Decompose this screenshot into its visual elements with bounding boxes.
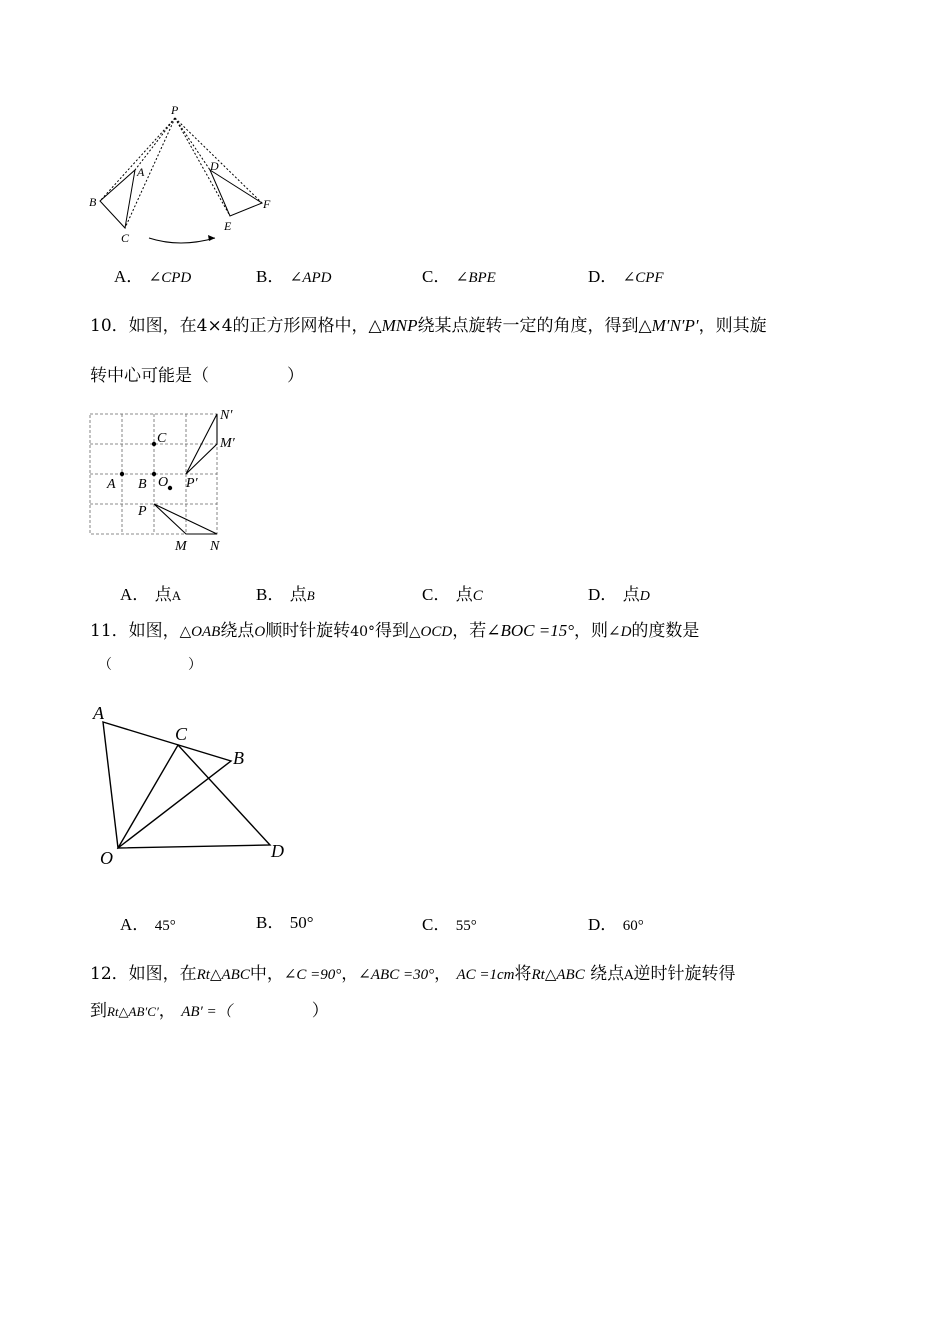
q11-label-b: B	[233, 748, 244, 768]
q10-grid-figure	[82, 402, 252, 557]
q11-label-d: D	[271, 841, 284, 861]
q10-stem-line1: 10．如图，在4×4的正方形网格中，△MNP绕某点旋转一定的角度，得到△M′N′P′，则其旋	[90, 316, 767, 336]
q9-label-b: B	[89, 195, 97, 209]
q9-option-d[interactable]: D． ∠CPF	[588, 267, 664, 286]
q11-figure	[90, 700, 300, 870]
q9-option-b[interactable]: B． ∠APD	[256, 267, 332, 286]
q10-option-a[interactable]: A． 点A	[120, 585, 182, 605]
q11-option-c[interactable]: C． 55°	[422, 915, 477, 934]
q10-label-p-prime: P′	[186, 476, 198, 491]
q9-option-a[interactable]: A． ∠CPD	[114, 267, 192, 286]
q10-label-n-prime: N′	[220, 408, 233, 423]
q11-option-b[interactable]: B． 50°	[256, 913, 314, 932]
q11-option-a[interactable]: A． 45°	[120, 915, 176, 934]
q10-label-m-prime: M′	[220, 436, 235, 451]
q10-label-p: P	[138, 504, 147, 519]
q9-figure	[85, 98, 285, 253]
q10-stem-line2: 转中心可能是（ ）	[90, 366, 304, 386]
q10-label-b: B	[138, 477, 147, 492]
q10-label-c: C	[157, 431, 167, 446]
q12-stem-line2: 到Rt△AB′C′， AB′ =（ ）	[90, 1001, 329, 1021]
q9-label-e: E	[224, 219, 232, 233]
q9-label-f: F	[263, 197, 271, 211]
q10-label-o: O	[158, 475, 169, 490]
q11-stem-line1: 11．如图，△OAB绕点O顺时针旋转40°得到△OCD，若∠BOC =15°，则∠D的度数是	[90, 621, 700, 641]
q11-stem-line2: （ ）	[98, 657, 202, 673]
q10-option-c[interactable]: C． 点C	[422, 585, 483, 605]
q9-option-c[interactable]: C． ∠BPE	[422, 267, 496, 286]
q9-label-p: P	[171, 103, 179, 117]
q9-label-d: D	[210, 159, 219, 173]
q10-option-b[interactable]: B． 点B	[256, 585, 315, 605]
q10-label-m: M	[175, 539, 187, 554]
q11-label-c: C	[175, 724, 188, 744]
q11-label-o: O	[100, 848, 113, 868]
q9-label-c: C	[121, 231, 130, 245]
q12-stem-line1: 12．如图，在Rt△ABC中，∠C =90°，∠ABC =30°， AC =1cm将Rt△ABC 绕点A逆时针旋转得	[90, 964, 736, 984]
q11-option-d[interactable]: D． 60°	[588, 915, 644, 934]
q11-label-a: A	[93, 703, 104, 723]
q10-option-d[interactable]: D． 点D	[588, 585, 650, 605]
q9-label-a: A	[137, 165, 145, 179]
q10-label-a: A	[107, 477, 116, 492]
q10-label-n: N	[210, 539, 220, 554]
